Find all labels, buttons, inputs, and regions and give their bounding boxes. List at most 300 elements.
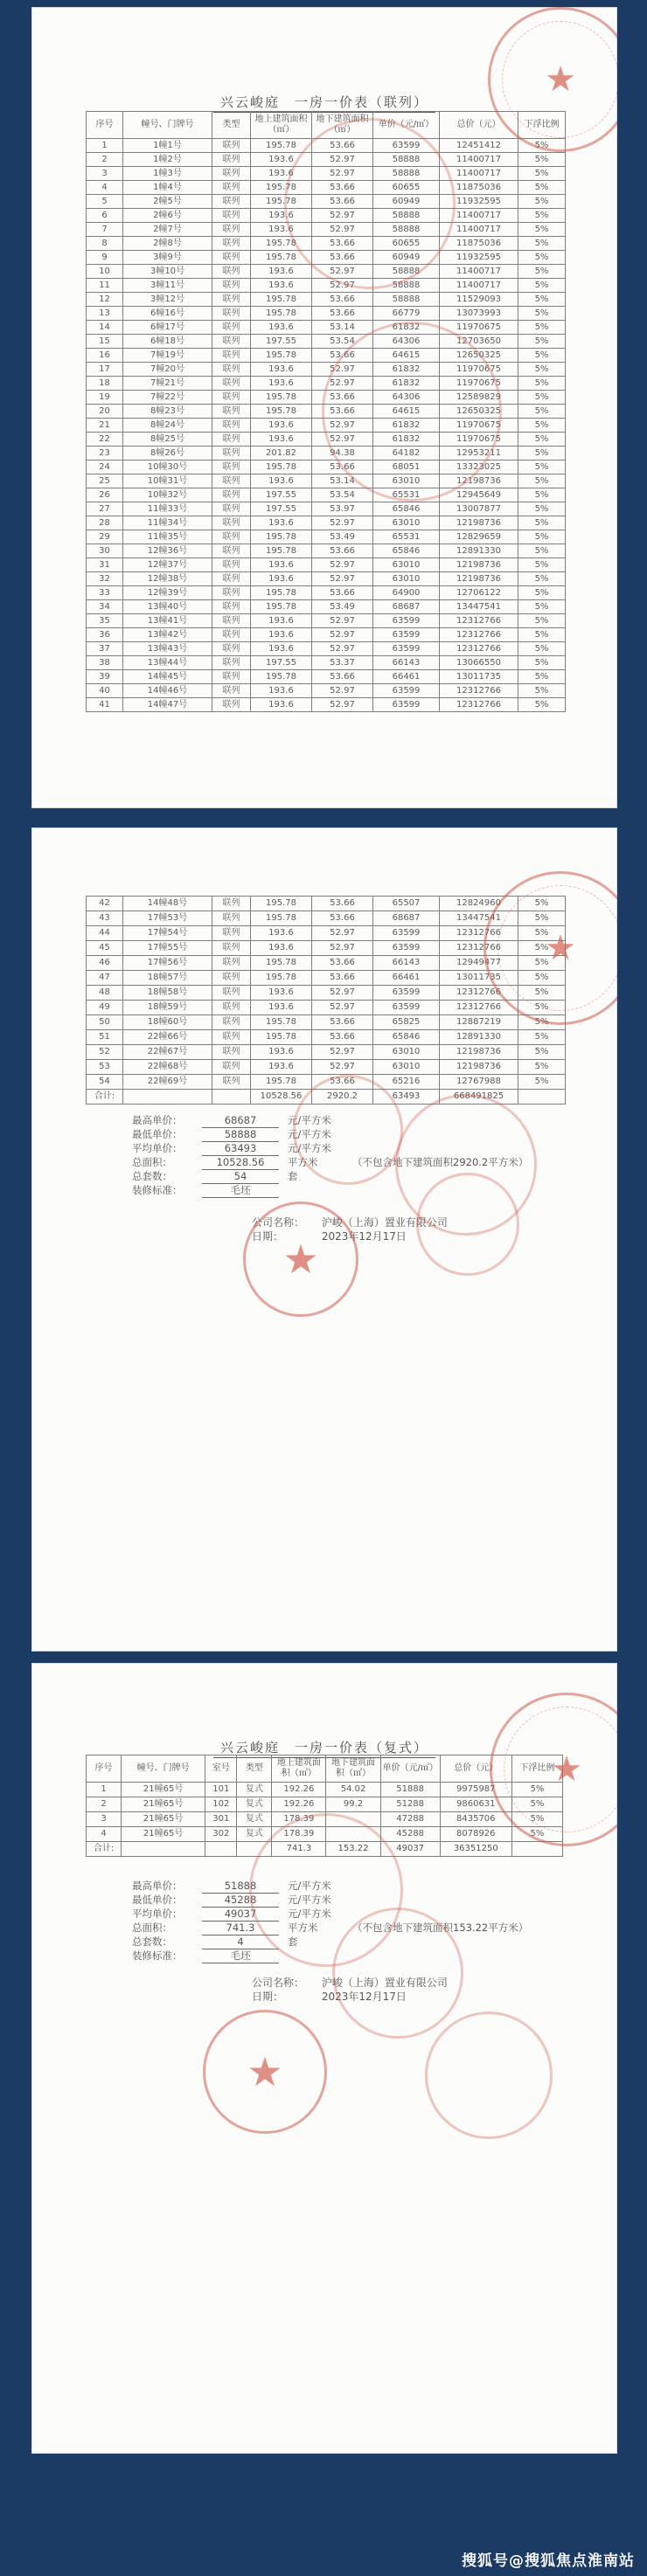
table-cell: 联列 <box>212 600 251 614</box>
table-cell: 联列 <box>212 377 251 391</box>
table-cell: 5% <box>518 698 566 712</box>
table-cell: 21幢65号 <box>122 1783 205 1797</box>
table-cell: 53.66 <box>312 139 373 153</box>
table-cell: 9860631 <box>440 1797 511 1812</box>
table-cell: 178.39 <box>272 1812 326 1827</box>
table-cell: 193.6 <box>251 628 312 642</box>
table-cell: 12幢39号 <box>123 586 212 600</box>
document-page-3 <box>31 1663 617 2454</box>
table-cell: 2幢5号 <box>123 195 212 209</box>
table-cell: 53.66 <box>312 586 373 600</box>
table-cell: 52.97 <box>312 572 373 586</box>
table-cell: 7 <box>87 223 123 237</box>
table-cell: 195.78 <box>251 349 312 363</box>
table-cell: 5% <box>518 1015 566 1030</box>
table-cell <box>123 1090 212 1104</box>
table-cell <box>212 1090 251 1104</box>
table-cell: 193.6 <box>251 516 312 530</box>
table-cell: 5% <box>518 335 566 349</box>
table-cell: 11970675 <box>440 419 518 433</box>
table-cell: 53.49 <box>312 530 373 544</box>
table-cell: 66461 <box>373 971 440 986</box>
table-cell: 15 <box>87 335 123 349</box>
table-cell: 13323025 <box>440 460 518 474</box>
table-cell: 18幢59号 <box>123 1001 212 1015</box>
table-cell: 14幢48号 <box>123 897 212 911</box>
table-cell: 12703650 <box>440 335 518 349</box>
table-cell: 联列 <box>212 941 251 956</box>
star-icon: ★ <box>545 59 576 100</box>
table-cell: 53.49 <box>312 600 373 614</box>
table-cell: 21幢65号 <box>122 1812 205 1827</box>
table-cell: 12312766 <box>440 684 518 698</box>
table-cell: 联列 <box>212 558 251 572</box>
table-cell: 联列 <box>212 684 251 698</box>
table-cell: 741.3 <box>272 1842 326 1857</box>
table-cell: 12198736 <box>440 1045 518 1060</box>
table-cell: 联列 <box>212 195 251 209</box>
summary-value: 49037 <box>202 1908 279 1922</box>
table-cell: 5% <box>518 926 566 941</box>
table-cell: 11970675 <box>440 321 518 335</box>
table-cell: 193.6 <box>251 377 312 391</box>
table-cell: 复式 <box>237 1797 272 1812</box>
table-cell: 5% <box>518 1075 566 1090</box>
table-cell: 5% <box>518 684 566 698</box>
table-cell: 53.66 <box>312 670 373 684</box>
table-cell: 195.78 <box>251 600 312 614</box>
summary-unit: 平方米 <box>288 1156 318 1168</box>
table-cell: 联列 <box>212 279 251 293</box>
table-cell: 5% <box>518 911 566 926</box>
table-cell: 195.78 <box>251 911 312 926</box>
table-cell: 53.66 <box>312 251 373 265</box>
table-cell: 5% <box>518 419 566 433</box>
table-cell: 63599 <box>373 684 440 698</box>
table-cell: 193.6 <box>251 265 312 279</box>
table-cell: 101 <box>205 1783 237 1797</box>
column-header: 地上建筑面积（㎡） <box>251 112 312 139</box>
table-cell: 12312766 <box>440 642 518 656</box>
table-cell: 63599 <box>373 642 440 656</box>
table-row <box>87 502 566 516</box>
company-name-label: 公司名称： <box>252 1977 305 1989</box>
table-cell: 53.66 <box>312 544 373 558</box>
table-cell: 26 <box>87 488 123 502</box>
table-cell: 32 <box>87 572 123 586</box>
table-row <box>87 656 566 670</box>
table-cell: 52.97 <box>312 628 373 642</box>
table-cell: 联列 <box>212 502 251 516</box>
table-cell: 61832 <box>373 321 440 335</box>
table-cell: 17 <box>87 363 123 377</box>
table-cell: 联列 <box>212 237 251 251</box>
table-cell: 63599 <box>373 698 440 712</box>
table-cell: 12198736 <box>440 516 518 530</box>
table-cell: 联列 <box>212 265 251 279</box>
red-seal-stamp <box>416 1173 519 1276</box>
table-cell: 8幢25号 <box>123 433 212 447</box>
table-cell: 5% <box>518 642 566 656</box>
table-cell: 64900 <box>373 586 440 600</box>
table-cell: 合计: <box>87 1842 122 1857</box>
table-cell: 36351250 <box>440 1842 511 1857</box>
company-name-value: 沪峻（上海）置业有限公司 <box>321 1977 448 1989</box>
table-cell: 195.78 <box>251 181 312 195</box>
table-cell: 53.66 <box>312 293 373 307</box>
column-header: 下浮比例 <box>511 1755 562 1783</box>
table-cell: 193.6 <box>251 684 312 698</box>
table-row <box>87 335 566 349</box>
table-cell: 12953211 <box>440 447 518 460</box>
summary-unit: 元/平方米 <box>288 1128 331 1140</box>
table-cell: 54.02 <box>326 1783 380 1797</box>
table-cell: 联列 <box>212 349 251 363</box>
summary-unit: 元/平方米 <box>288 1114 331 1126</box>
table-cell: 66461 <box>373 670 440 684</box>
table-cell: 5% <box>518 516 566 530</box>
table-cell: 11875036 <box>440 181 518 195</box>
table-cell: 13447541 <box>440 600 518 614</box>
summary-value: 45288 <box>202 1894 279 1908</box>
table-cell: 5% <box>511 1827 562 1842</box>
table-cell: 3幢10号 <box>123 265 212 279</box>
table-cell: 联列 <box>212 139 251 153</box>
table-cell: 14幢45号 <box>123 670 212 684</box>
table-cell: 12589829 <box>440 391 518 405</box>
table-cell: 192.26 <box>272 1797 326 1812</box>
table-cell: 53.66 <box>312 405 373 419</box>
table-cell: 5% <box>518 181 566 195</box>
table-cell: 13007877 <box>440 502 518 516</box>
table-cell: 16 <box>87 349 123 363</box>
table-cell: 53.14 <box>312 321 373 335</box>
table-cell: 52 <box>87 1045 123 1060</box>
table-cell: 63010 <box>373 572 440 586</box>
table-cell: 195.78 <box>251 139 312 153</box>
table-cell: 1幢3号 <box>123 167 212 181</box>
table-cell: 5% <box>518 153 566 167</box>
table-cell: 1 <box>87 139 123 153</box>
table-cell: 53 <box>87 1060 123 1075</box>
table-cell: 66779 <box>373 307 440 321</box>
table-cell: 11400717 <box>440 279 518 293</box>
table-cell: 46 <box>87 956 123 971</box>
table-cell: 195.78 <box>251 307 312 321</box>
summary-unit: 套 <box>288 1935 298 1948</box>
table-cell: 联列 <box>212 307 251 321</box>
table-cell: 联列 <box>212 670 251 684</box>
table-cell: 5% <box>518 265 566 279</box>
table-row <box>87 1030 566 1045</box>
table-cell: 5% <box>518 558 566 572</box>
table-cell: 197.55 <box>251 488 312 502</box>
table-cell: 1幢1号 <box>123 139 212 153</box>
table-cell: 12829659 <box>440 530 518 544</box>
red-seal-stamp <box>425 2012 553 2139</box>
table-cell: 53.66 <box>312 911 373 926</box>
table-cell: 联列 <box>212 971 251 986</box>
table-cell: 11400717 <box>440 265 518 279</box>
table-cell: 联列 <box>212 986 251 1001</box>
table-cell: 19 <box>87 391 123 405</box>
table-row <box>87 544 566 558</box>
table-cell: 53.66 <box>312 460 373 474</box>
table-cell: 197.55 <box>251 502 312 516</box>
table-cell: 5% <box>518 139 566 153</box>
table-cell: 14 <box>87 321 123 335</box>
table-cell: 联列 <box>212 1075 251 1090</box>
table-cell: 18幢60号 <box>123 1015 212 1030</box>
company-name-value: 沪峻（上海）置业有限公司 <box>321 1216 448 1229</box>
table-cell: 13幢42号 <box>123 628 212 642</box>
table-cell: 51 <box>87 1030 123 1045</box>
table-cell: 53.54 <box>312 335 373 349</box>
table-cell: 8078926 <box>440 1827 511 1842</box>
summary-label: 平均单价： <box>132 1142 183 1154</box>
table-row <box>87 642 566 656</box>
table-cell: 192.26 <box>272 1783 326 1797</box>
column-header: 下浮比例 <box>518 112 566 139</box>
summary-value: 58888 <box>202 1128 279 1142</box>
red-seal-stamp <box>484 871 617 1025</box>
table-cell: 63010 <box>373 474 440 488</box>
table-cell: 53.66 <box>312 349 373 363</box>
table-cell: 12891330 <box>440 544 518 558</box>
table-cell: 1 <box>87 1783 122 1797</box>
star-icon: ★ <box>247 2048 283 2095</box>
table-cell: 63599 <box>373 614 440 628</box>
table-cell: 联列 <box>212 363 251 377</box>
table-cell: 63599 <box>373 139 440 153</box>
table-cell: 49037 <box>380 1842 440 1857</box>
table-cell: 195.78 <box>251 956 312 971</box>
table-cell: 13幢41号 <box>123 614 212 628</box>
table-cell: 11970675 <box>440 433 518 447</box>
table-cell: 8幢23号 <box>123 405 212 419</box>
summary-value: 741.3 <box>202 1922 279 1935</box>
summary-label: 总面积： <box>132 1922 172 1934</box>
table-cell: 5% <box>518 307 566 321</box>
table-cell: 193.6 <box>251 153 312 167</box>
column-header: 单价（元/㎡） <box>380 1755 440 1783</box>
table-cell: 60655 <box>373 181 440 195</box>
table-cell: 17幢53号 <box>123 911 212 926</box>
table-cell: 联列 <box>212 488 251 502</box>
table-cell: 302 <box>205 1827 237 1842</box>
table-cell: 27 <box>87 502 123 516</box>
table-cell: 63010 <box>373 558 440 572</box>
table-cell: 65846 <box>373 544 440 558</box>
table-cell: 12198736 <box>440 558 518 572</box>
table-cell: 43 <box>87 911 123 926</box>
table-cell: 60949 <box>373 195 440 209</box>
summary-value: 51888 <box>202 1880 279 1894</box>
table-cell: 12650325 <box>440 405 518 419</box>
table-cell <box>518 1090 566 1104</box>
table-cell: 8 <box>87 237 123 251</box>
table-row <box>87 307 566 321</box>
table-cell: 193.6 <box>251 279 312 293</box>
table-cell: 193.6 <box>251 167 312 181</box>
table-cell: 47 <box>87 971 123 986</box>
table-cell: 193.6 <box>251 209 312 223</box>
summary-value: 毛坯 <box>202 1184 279 1198</box>
table-cell: 64182 <box>373 447 440 460</box>
table-cell: 5% <box>518 1045 566 1060</box>
table-cell: 193.6 <box>251 433 312 447</box>
table-cell: 193.6 <box>251 1060 312 1075</box>
table-cell: 58888 <box>373 265 440 279</box>
table-row <box>87 1045 566 1060</box>
summary-label: 总套数： <box>132 1170 172 1182</box>
table-cell: 195.78 <box>251 1030 312 1045</box>
table-cell: 5% <box>511 1797 562 1812</box>
table-cell: 33 <box>87 586 123 600</box>
table-cell: 195.78 <box>251 405 312 419</box>
table-cell: 5% <box>518 502 566 516</box>
table-cell: 12198736 <box>440 572 518 586</box>
table-cell: 65531 <box>373 530 440 544</box>
table-cell: 22 <box>87 433 123 447</box>
table-cell: 13066550 <box>440 656 518 670</box>
table-cell: 3 <box>87 1812 122 1827</box>
table-cell: 10幢30号 <box>123 460 212 474</box>
table-cell: 12312766 <box>440 698 518 712</box>
table-cell: 1幢2号 <box>123 153 212 167</box>
table-row <box>87 614 566 628</box>
table-cell: 53.66 <box>312 237 373 251</box>
table-cell: 2幢7号 <box>123 223 212 237</box>
table-cell: 联列 <box>212 530 251 544</box>
table-cell: 58888 <box>373 223 440 237</box>
table-cell: 13011735 <box>440 670 518 684</box>
page1-title: 兴云峻庭 一房一价表（联列） <box>31 93 617 111</box>
red-seal-stamp <box>284 118 456 289</box>
table-cell: 12幢36号 <box>123 544 212 558</box>
table-cell: 52.97 <box>312 698 373 712</box>
summary-label: 最高单价： <box>132 1114 183 1126</box>
table-cell: 12312766 <box>440 1001 518 1015</box>
table-cell: 53.97 <box>312 502 373 516</box>
table-cell: 5% <box>518 628 566 642</box>
table-cell: 5% <box>518 251 566 265</box>
table-cell: 65507 <box>373 897 440 911</box>
table-cell: 6幢16号 <box>123 307 212 321</box>
table-cell: 301 <box>205 1812 237 1827</box>
table-cell: 5% <box>518 363 566 377</box>
table-cell: 195.78 <box>251 897 312 911</box>
table-cell: 37 <box>87 642 123 656</box>
table-cell: 25 <box>87 474 123 488</box>
table-cell: 53.66 <box>312 391 373 405</box>
table-cell: 195.78 <box>251 544 312 558</box>
table-cell: 联列 <box>212 209 251 223</box>
summary-unit: 元/平方米 <box>288 1142 331 1154</box>
table-cell: 11幢35号 <box>123 530 212 544</box>
table-cell: 6幢18号 <box>123 335 212 349</box>
table-cell: 61832 <box>373 433 440 447</box>
table-cell: 12451412 <box>440 139 518 153</box>
table-cell: 合计: <box>87 1090 123 1104</box>
table-cell: 51888 <box>380 1783 440 1797</box>
table-cell: 11 <box>87 279 123 293</box>
table-cell: 5% <box>518 544 566 558</box>
star-icon: ★ <box>282 1236 319 1283</box>
table-cell: 11400717 <box>440 153 518 167</box>
document-page-1 <box>31 7 617 808</box>
table-cell: 13幢43号 <box>123 642 212 656</box>
table-cell: 28 <box>87 516 123 530</box>
table-cell: 联列 <box>212 433 251 447</box>
table-cell: 5% <box>518 195 566 209</box>
table-row <box>87 628 566 642</box>
table-cell <box>205 1842 237 1857</box>
table-cell: 5% <box>518 488 566 502</box>
table-cell: 195.78 <box>251 586 312 600</box>
table-cell: 178.39 <box>272 1827 326 1842</box>
table-cell: 7幢19号 <box>123 349 212 363</box>
table-cell: 5 <box>87 195 123 209</box>
table-cell: 193.6 <box>251 698 312 712</box>
table-cell: 5% <box>518 586 566 600</box>
date-label: 日期： <box>252 1991 284 2003</box>
table-cell: 12887219 <box>440 1015 518 1030</box>
table-cell: 联列 <box>212 153 251 167</box>
table-cell: 5% <box>518 614 566 628</box>
table-cell: 11400717 <box>440 223 518 237</box>
table-cell: 联列 <box>212 1045 251 1060</box>
table-cell: 13幢44号 <box>123 656 212 670</box>
table-cell: 63599 <box>373 986 440 1001</box>
table-cell: 29 <box>87 530 123 544</box>
table-cell: 联列 <box>212 460 251 474</box>
table-cell: 10幢31号 <box>123 474 212 488</box>
column-header: 序号 <box>87 112 123 139</box>
summary-value: 68687 <box>202 1114 279 1128</box>
summary-label: 平均单价： <box>132 1908 183 1920</box>
table-cell: 7幢22号 <box>123 391 212 405</box>
table-cell: 11932595 <box>440 195 518 209</box>
table-cell: 53.66 <box>312 1030 373 1045</box>
table-cell: 193.6 <box>251 614 312 628</box>
table-cell: 99.2 <box>326 1797 380 1812</box>
table-cell: 22幢68号 <box>123 1060 212 1075</box>
table-cell: 52.97 <box>312 614 373 628</box>
date-value: 2023年12月17日 <box>321 1991 407 2003</box>
table-cell: 47288 <box>380 1812 440 1827</box>
summary-label: 最低单价： <box>132 1128 183 1140</box>
table-cell: 联列 <box>212 335 251 349</box>
table-cell: 11529093 <box>440 293 518 307</box>
table-cell: 52.97 <box>312 516 373 530</box>
table-cell: 8幢24号 <box>123 419 212 433</box>
table-cell: 65846 <box>373 502 440 516</box>
table-cell: 12891330 <box>440 1030 518 1045</box>
table-cell: 5% <box>518 956 566 971</box>
table-cell: 35 <box>87 614 123 628</box>
table-cell: 48 <box>87 986 123 1001</box>
table-cell: 63599 <box>373 628 440 642</box>
table-cell: 52.97 <box>312 941 373 956</box>
table-cell: 53.66 <box>312 971 373 986</box>
table-cell: 195.78 <box>251 195 312 209</box>
table-cell: 63599 <box>373 926 440 941</box>
table-cell: 6幢17号 <box>123 321 212 335</box>
table-cell: 13幢40号 <box>123 600 212 614</box>
table-cell: 6 <box>87 209 123 223</box>
table-cell: 53.66 <box>312 307 373 321</box>
